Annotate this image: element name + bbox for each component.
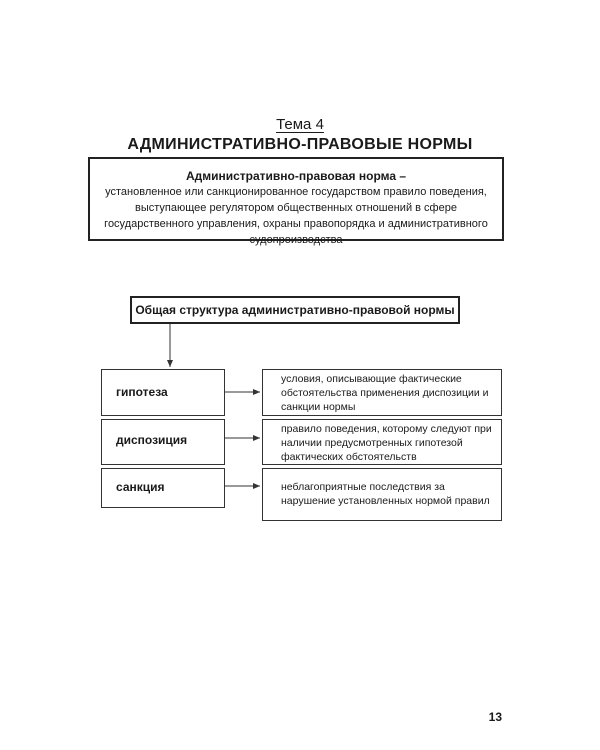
element-name-box-disposition <box>101 419 225 465</box>
definition-term: Административно-правовая норма – <box>185 169 407 183</box>
structure-title: Общая структура административно-правовой нормы <box>135 303 455 317</box>
element-description-sanction: неблагоприятные последствия за нарушение установленных нормой правил <box>281 481 490 507</box>
element-name-disposition: диспозиция <box>116 433 188 447</box>
element-name-hypothesis: гипотеза <box>116 385 168 399</box>
page-title: АДМИНИСТРАТИВНО-ПРАВОВЫЕ НОРМЫ <box>127 136 473 153</box>
element-description-box-hypothesis <box>262 369 502 416</box>
element-name-sanction: санкция <box>116 480 165 494</box>
element-description-hypothesis: условия, описывающие фактические обстоятельства применения диспозиции и санкции нормы <box>281 373 489 413</box>
element-description-disposition: правило поведения, которому следуют при наличии предусмотренных гипотезой фактических обстоятельств <box>281 423 492 463</box>
page-number: 13 <box>488 710 502 724</box>
topic-label: Тема 4 <box>276 116 324 133</box>
definition-text: установленное или санкционированное государством правило поведения, выступающее регулятором общественных отношений в сфере государственного управления, охраны правопорядка и административного судопроизводства <box>104 186 488 246</box>
element-description-box-sanction <box>262 468 502 521</box>
element-description-box-disposition <box>262 419 502 465</box>
element-name-box-sanction <box>101 468 225 508</box>
element-name-box-hypothesis <box>101 369 225 416</box>
